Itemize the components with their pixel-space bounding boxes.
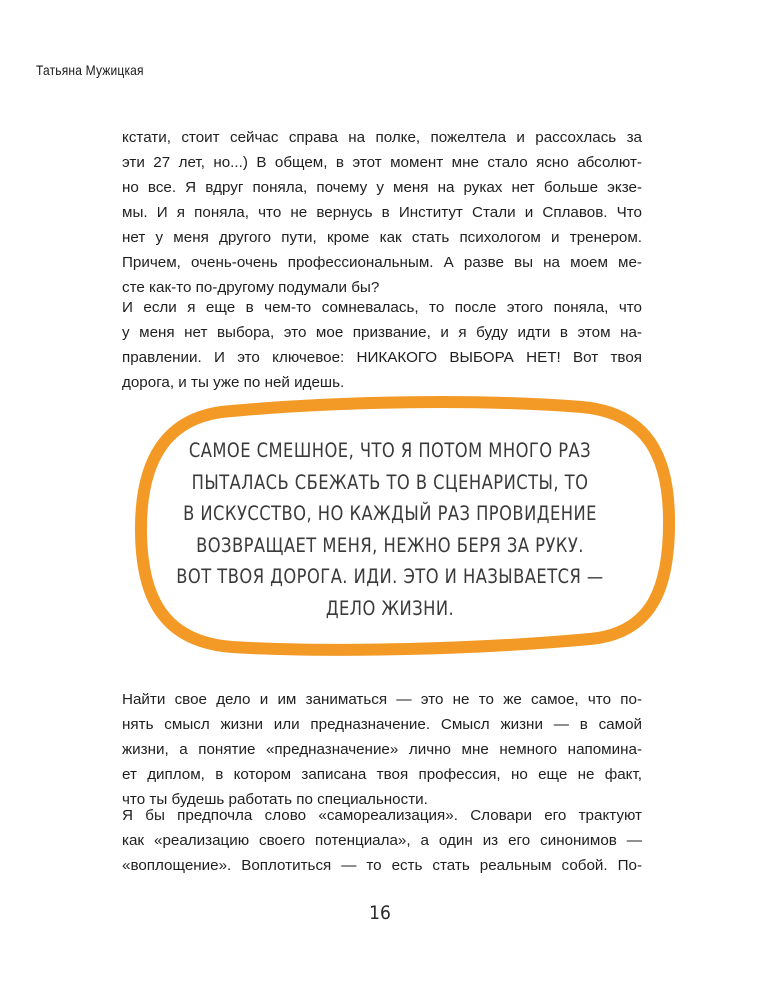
text-line: что ты будешь работать по специальности.: [122, 791, 428, 808]
text-line: И если я еще в чем-то сомневалась, то после этого поняла, что: [122, 299, 642, 316]
text-line: правлении. И это ключевое: НИКАКОГО ВЫБОРА НЕТ! Вот твоя: [122, 349, 642, 366]
text-line: Причем, очень-очень профессиональным. А разве вы на моем ме-: [122, 254, 642, 271]
running-header-author: Татьяна Мужицкая: [36, 62, 144, 78]
callout-line: ВОЗВРАЩАЕТ МЕНЯ, НЕЖНО БЕРЯ ЗА РУКУ.: [196, 533, 584, 557]
text-line: Найти свое дело и им заниматься — это не то же самое, что по-: [122, 691, 642, 708]
text-line: но все. Я вдруг поняла, почему у меня на руках нет больше экзе-: [122, 179, 642, 196]
body-paragraph: [122, 803, 642, 878]
body-paragraph: [122, 687, 642, 812]
callout-line: В ИСКУССТВО, НО КАЖДЫЙ РАЗ ПРОВИДЕНИЕ: [183, 502, 597, 525]
text-line: «воплощение». Воплотиться — то есть стать реальным собой. По-: [122, 857, 642, 874]
text-line: мы. И я поняла, что не вернусь в Институт Стали и Сплавов. Что: [122, 204, 642, 221]
text-line: кстати, стоит сейчас справа на полке, пожелтела и рассохлась за: [122, 129, 642, 146]
body-paragraph: [122, 295, 642, 395]
text-line: сте как-то по-другому подумали бы?: [122, 279, 380, 296]
quote-callout: [120, 395, 680, 660]
text-line: эти 27 лет, но...) В общем, в этот момент мне стало ясно абсолют-: [122, 154, 642, 171]
text-line: у меня нет выбора, это мое призвание, и я буду идти в этом на-: [122, 324, 642, 341]
text-line: жизни, а понятие «предназначение» лично мне немного напомина-: [122, 741, 642, 758]
text-line: ет диплом, в котором записана твоя профессия, но еще не факт,: [122, 766, 642, 783]
page-number: 16: [369, 902, 391, 924]
text-line: как «реализацию своего потенциала», а один из его синонимов —: [122, 832, 642, 849]
text-line: нет у меня другого пути, кроме как стать психологом и тренером.: [122, 229, 642, 246]
body-paragraph: [122, 125, 642, 300]
text-line: дорога, и ты уже по ней идешь.: [122, 374, 345, 391]
text-line: нять смысл жизни или предназначение. Смысл жизни — в самой: [122, 716, 642, 733]
callout-line: ВОТ ТВОЯ ДОРОГА. ИДИ. ЭТО И НАЗЫВАЕТСЯ —: [176, 565, 604, 588]
callout-line: ПЫТАЛАСЬ СБЕЖАТЬ ТО В СЦЕНАРИСТЫ, ТО: [191, 470, 589, 494]
text-line: Я бы предпочла слово «самореализация». Словари его трактуют: [122, 807, 642, 824]
callout-line: САМОЕ СМЕШНОЕ, ЧТО Я ПОТОМ МНОГО РАЗ: [188, 439, 592, 462]
callout-quote-text: [176, 435, 604, 624]
callout-line: ДЕЛО ЖИЗНИ.: [325, 596, 455, 620]
